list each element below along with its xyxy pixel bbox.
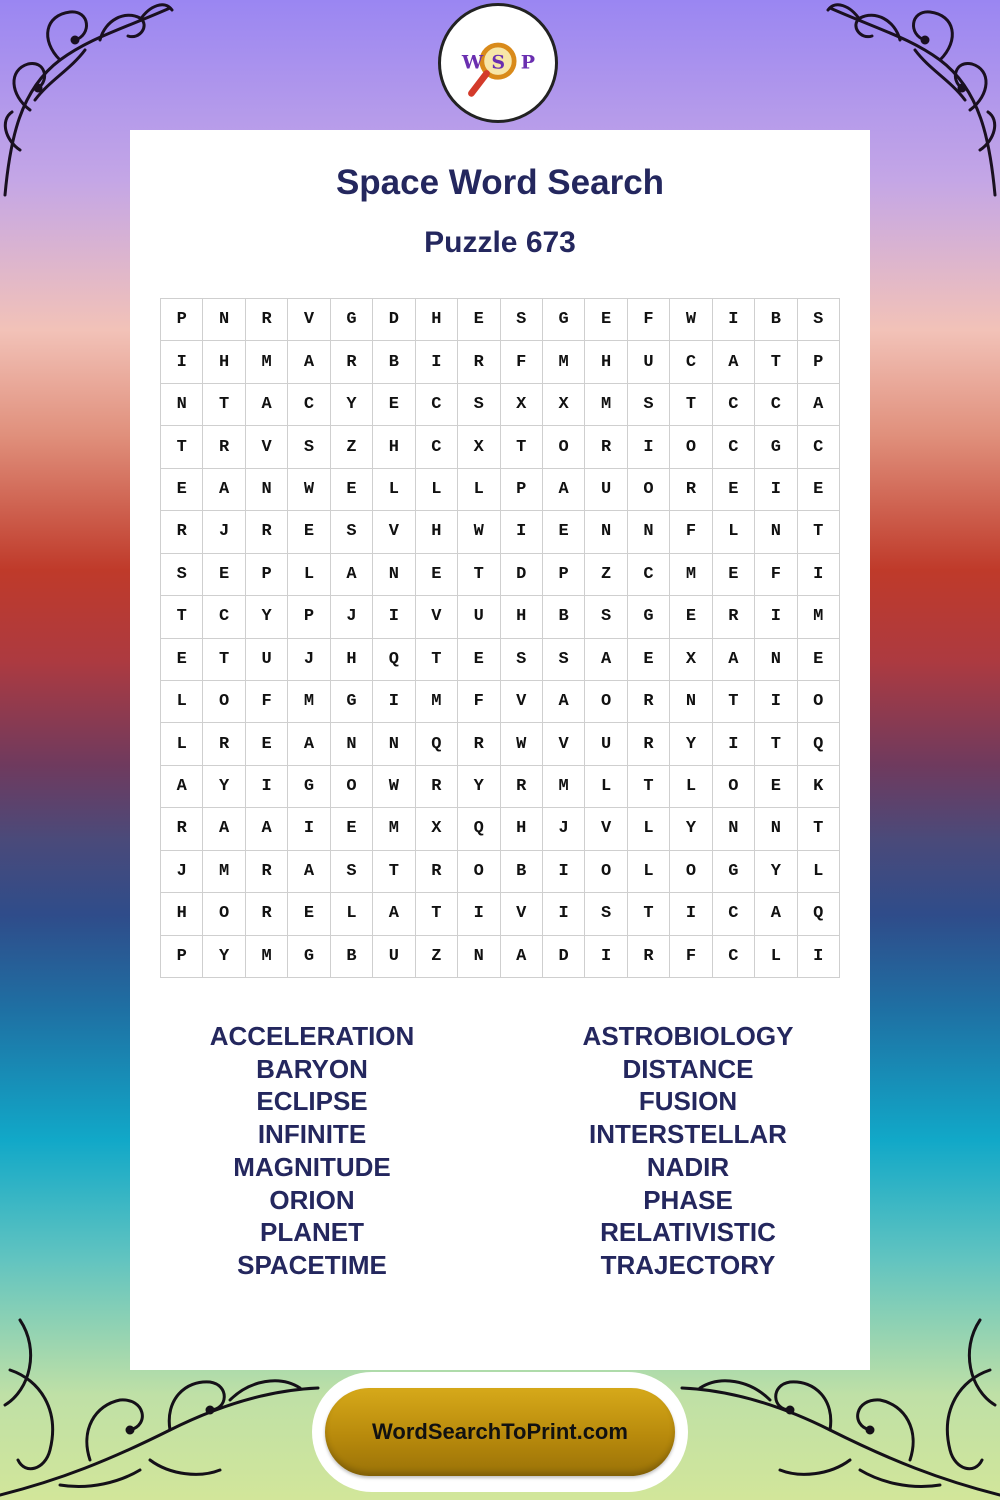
grid-cell[interactable]: L [585,766,627,808]
grid-cell[interactable]: L [416,469,458,511]
grid-cell[interactable]: R [628,681,670,723]
grid-cell[interactable]: L [288,554,330,596]
grid-cell[interactable]: F [670,511,712,553]
logo-letter-s: S [491,51,506,74]
grid-cell[interactable]: C [416,426,458,468]
puzzle-number: Puzzle 673 [424,226,576,259]
grid-cell[interactable]: J [331,596,373,638]
grid-cell[interactable]: M [246,936,288,978]
grid-cell[interactable]: T [755,341,797,383]
grid-cell[interactable]: N [373,723,415,765]
grid-cell[interactable]: A [798,384,840,426]
grid-cell[interactable]: Q [798,893,840,935]
grid-cell[interactable]: Y [670,808,712,850]
logo-letter-w: W [461,51,484,74]
grid-cell[interactable]: X [501,384,543,426]
grid-cell[interactable]: C [628,554,670,596]
grid-cell[interactable]: E [585,299,627,341]
grid-cell[interactable]: R [161,808,203,850]
grid-cell[interactable]: V [246,426,288,468]
grid-cell[interactable]: C [670,341,712,383]
grid-cell[interactable]: E [670,596,712,638]
grid-cell[interactable]: E [161,639,203,681]
word-list-item: ACCELERATION [209,1021,415,1051]
grid-cell[interactable]: T [670,384,712,426]
grid-cell[interactable]: J [161,851,203,893]
grid-cell[interactable]: S [798,299,840,341]
grid-cell[interactable]: L [628,851,670,893]
grid-cell[interactable]: P [161,299,203,341]
grid-cell[interactable]: N [458,936,500,978]
word-list-item: TRAJECTORY [600,1249,776,1280]
grid-cell[interactable]: A [203,469,245,511]
grid-cell[interactable]: F [628,299,670,341]
grid-cell[interactable]: T [161,596,203,638]
grid-cell[interactable]: I [161,341,203,383]
grid-cell[interactable]: B [543,596,585,638]
grid-cell[interactable]: P [543,554,585,596]
grid-cell[interactable]: R [203,426,245,468]
grid-cell[interactable]: T [416,639,458,681]
grid-cell[interactable]: I [713,723,755,765]
grid-cell[interactable]: Z [585,554,627,596]
grid-cell[interactable]: W [670,299,712,341]
grid-cell[interactable]: E [288,511,330,553]
grid-cell[interactable]: R [628,723,670,765]
word-list-left [152,1020,472,1282]
grid-cell[interactable]: S [331,851,373,893]
grid-cell[interactable]: G [288,766,330,808]
grid-cell[interactable]: S [161,554,203,596]
grid-cell[interactable]: W [458,511,500,553]
grid-cell[interactable]: O [713,766,755,808]
grid-cell[interactable]: S [628,384,670,426]
grid-cell[interactable]: U [373,936,415,978]
grid-cell[interactable]: Y [331,384,373,426]
grid-cell[interactable]: A [288,723,330,765]
grid-cell[interactable]: A [713,341,755,383]
grid-cell[interactable]: F [501,341,543,383]
grid-cell[interactable]: A [246,808,288,850]
grid-cell[interactable]: T [458,554,500,596]
grid-cell[interactable]: N [670,681,712,723]
grid-cell[interactable]: G [331,681,373,723]
grid-cell[interactable]: J [543,808,585,850]
grid-cell[interactable]: L [755,936,797,978]
grid-cell[interactable]: D [543,936,585,978]
grid-cell[interactable]: C [713,893,755,935]
grid-cell[interactable]: T [203,384,245,426]
grid-cell[interactable]: P [501,469,543,511]
grid-cell[interactable]: M [373,808,415,850]
grid-cell[interactable]: Y [458,766,500,808]
grid-cell[interactable]: N [755,511,797,553]
grid-cell[interactable]: R [458,341,500,383]
grid-cell[interactable]: A [288,341,330,383]
grid-cell[interactable]: R [628,936,670,978]
grid-cell[interactable]: B [755,299,797,341]
grid-cell[interactable]: T [798,511,840,553]
grid-cell[interactable]: S [458,384,500,426]
grid-cell[interactable]: R [416,851,458,893]
grid-cell[interactable]: I [755,681,797,723]
grid-cell[interactable]: C [288,384,330,426]
grid-cell[interactable]: E [713,554,755,596]
grid-cell[interactable]: R [713,596,755,638]
grid-cell[interactable]: I [713,299,755,341]
grid-cell[interactable]: S [288,426,330,468]
grid-cell[interactable]: X [543,384,585,426]
grid-cell[interactable]: H [585,341,627,383]
word-list-item: PLANET [260,1217,364,1248]
word-list-item: BARYON [256,1053,368,1084]
grid-cell[interactable]: T [628,766,670,808]
grid-cell[interactable]: E [416,554,458,596]
grid-cell[interactable]: L [458,469,500,511]
grid-cell[interactable]: C [203,596,245,638]
grid-cell[interactable]: Z [416,936,458,978]
grid-cell[interactable]: G [331,299,373,341]
grid-cell[interactable]: I [755,469,797,511]
grid-cell[interactable]: N [373,554,415,596]
grid-cell[interactable]: O [458,851,500,893]
grid-cell[interactable]: M [543,341,585,383]
grid-cell[interactable]: Z [331,426,373,468]
grid-cell[interactable]: H [416,511,458,553]
grid-cell[interactable]: T [416,893,458,935]
grid-cell[interactable]: W [501,723,543,765]
grid-cell[interactable]: G [755,426,797,468]
grid-cell[interactable]: X [670,639,712,681]
grid-cell[interactable]: M [416,681,458,723]
grid-cell[interactable]: H [501,596,543,638]
grid-cell[interactable]: R [416,766,458,808]
grid-cell[interactable]: A [288,851,330,893]
grid-cell[interactable]: J [288,639,330,681]
word-list-item: FUSION [638,1086,738,1117]
grid-cell[interactable]: U [628,341,670,383]
word-list-item: RELATIVISTIC [600,1217,776,1248]
grid-cell[interactable]: F [246,681,288,723]
grid-cell[interactable]: N [713,808,755,850]
word-search-grid[interactable] [160,298,840,978]
grid-cell[interactable]: F [670,936,712,978]
grid-cell[interactable]: T [161,426,203,468]
grid-cell[interactable]: H [331,639,373,681]
grid-cell[interactable]: G [713,851,755,893]
grid-cell[interactable]: C [416,384,458,426]
grid-cell[interactable]: H [501,808,543,850]
grid-cell[interactable]: Y [246,596,288,638]
grid-cell[interactable]: I [543,893,585,935]
grid-cell[interactable]: L [161,723,203,765]
grid-cell[interactable]: R [331,341,373,383]
grid-cell[interactable]: L [628,808,670,850]
grid-cell[interactable]: T [798,808,840,850]
grid-cell[interactable]: E [288,893,330,935]
grid-cell[interactable]: E [331,469,373,511]
grid-cell[interactable]: V [501,681,543,723]
grid-cell[interactable]: M [246,341,288,383]
grid-cell[interactable]: H [373,426,415,468]
grid-cell[interactable]: I [416,341,458,383]
grid-cell[interactable]: Y [670,723,712,765]
grid-cell[interactable]: A [501,936,543,978]
grid-cell[interactable]: D [373,299,415,341]
grid-cell[interactable]: V [543,723,585,765]
grid-cell[interactable]: O [670,426,712,468]
grid-cell[interactable]: Q [458,808,500,850]
grid-cell[interactable]: E [331,808,373,850]
word-list-item: DISTANCE [622,1053,754,1084]
grid-cell[interactable]: L [713,511,755,553]
grid-cell[interactable]: O [203,681,245,723]
grid-cell[interactable]: E [246,723,288,765]
grid-cell[interactable]: P [161,936,203,978]
grid-cell[interactable]: R [246,511,288,553]
grid-cell[interactable]: M [585,384,627,426]
grid-cell[interactable]: Y [203,766,245,808]
grid-cell[interactable]: T [203,639,245,681]
grid-cell[interactable]: S [501,639,543,681]
grid-cell[interactable]: M [288,681,330,723]
word-list-item: INFINITE [257,1119,367,1150]
grid-cell[interactable]: O [585,851,627,893]
grid-cell[interactable]: R [246,893,288,935]
grid-cell[interactable]: I [670,893,712,935]
grid-cell[interactable]: C [713,426,755,468]
grid-cell[interactable]: T [713,681,755,723]
grid-cell[interactable]: A [543,681,585,723]
grid-cell[interactable]: I [288,808,330,850]
site-logo[interactable] [438,3,558,123]
grid-cell[interactable]: W [288,469,330,511]
grid-cell[interactable]: A [161,766,203,808]
site-link-button[interactable]: WordSearchToPrint.com [325,1388,675,1476]
word-list-item: INTERSTELLAR [589,1119,787,1150]
grid-cell[interactable]: E [543,511,585,553]
grid-cell[interactable]: O [543,426,585,468]
grid-cell[interactable]: H [203,341,245,383]
grid-cell[interactable]: T [373,851,415,893]
grid-cell[interactable]: N [246,469,288,511]
grid-cell[interactable]: S [501,299,543,341]
grid-cell[interactable]: E [161,469,203,511]
grid-cell[interactable]: B [331,936,373,978]
grid-cell[interactable]: F [755,554,797,596]
grid-cell[interactable]: E [798,469,840,511]
grid-cell[interactable]: H [161,893,203,935]
grid-cell[interactable]: C [713,936,755,978]
grid-cell[interactable]: A [246,384,288,426]
grid-cell[interactable]: E [755,766,797,808]
grid-cell[interactable]: I [373,681,415,723]
grid-cell[interactable]: R [246,851,288,893]
grid-cell[interactable]: A [755,893,797,935]
grid-cell[interactable]: H [416,299,458,341]
grid-cell[interactable]: B [501,851,543,893]
grid-cell[interactable]: F [458,681,500,723]
grid-cell[interactable]: Y [203,936,245,978]
word-list-item: PHASE [643,1184,733,1215]
grid-cell[interactable]: R [585,426,627,468]
grid-cell[interactable]: U [246,639,288,681]
grid-cell[interactable]: E [713,469,755,511]
logo-letter-p: P [520,51,536,74]
grid-cell[interactable]: O [670,851,712,893]
grid-cell[interactable]: I [373,596,415,638]
grid-cell[interactable]: K [798,766,840,808]
grid-cell[interactable]: Q [373,639,415,681]
grid-cell[interactable]: N [755,639,797,681]
grid-cell[interactable]: L [670,766,712,808]
grid-cell[interactable]: P [288,596,330,638]
word-list-item: NADIR [646,1151,730,1182]
grid-cell[interactable]: O [331,766,373,808]
grid-cell[interactable]: N [203,299,245,341]
grid-cell[interactable]: X [458,426,500,468]
grid-cell[interactable]: Q [798,723,840,765]
page-title: Space Word Search [335,163,665,202]
grid-cell[interactable]: D [501,554,543,596]
grid-cell[interactable]: I [458,893,500,935]
grid-cell[interactable]: A [585,639,627,681]
grid-cell[interactable]: I [585,936,627,978]
word-list-item: MAGNITUDE [233,1151,391,1182]
grid-cell[interactable]: M [798,596,840,638]
grid-cell[interactable]: Y [755,851,797,893]
grid-cell[interactable]: O [798,681,840,723]
grid-cell[interactable]: I [755,596,797,638]
grid-cell[interactable]: A [331,554,373,596]
grid-cell[interactable]: S [331,511,373,553]
grid-cell[interactable]: N [585,511,627,553]
grid-cell[interactable]: E [458,639,500,681]
word-list-item: ECLIPSE [256,1086,368,1117]
grid-cell[interactable]: N [161,384,203,426]
grid-cell[interactable]: N [331,723,373,765]
grid-cell[interactable]: E [373,384,415,426]
grid-cell[interactable]: I [543,851,585,893]
grid-cell[interactable]: I [501,511,543,553]
grid-cell[interactable]: V [373,511,415,553]
grid-cell[interactable]: C [713,384,755,426]
grid-cell[interactable]: O [585,681,627,723]
grid-cell[interactable]: L [798,851,840,893]
grid-cell[interactable]: O [203,893,245,935]
grid-cell[interactable]: O [628,469,670,511]
grid-cell[interactable]: S [585,893,627,935]
grid-cell[interactable]: N [755,808,797,850]
grid-cell[interactable]: M [543,766,585,808]
grid-cell[interactable]: V [501,893,543,935]
grid-cell[interactable]: Q [416,723,458,765]
grid-cell[interactable]: P [798,341,840,383]
grid-cell[interactable]: L [373,469,415,511]
grid-cell[interactable]: A [203,808,245,850]
grid-cell[interactable]: E [798,639,840,681]
grid-cell[interactable]: V [288,299,330,341]
grid-cell[interactable]: G [543,299,585,341]
grid-cell[interactable]: A [543,469,585,511]
grid-cell[interactable]: R [670,469,712,511]
grid-cell[interactable]: S [585,596,627,638]
grid-cell[interactable]: N [628,511,670,553]
grid-cell[interactable]: E [203,554,245,596]
grid-cell[interactable]: E [628,639,670,681]
grid-cell[interactable]: R [203,723,245,765]
grid-cell[interactable]: T [501,426,543,468]
grid-cell[interactable]: E [458,299,500,341]
grid-cell[interactable]: R [246,299,288,341]
word-list-item: ASTROBIOLOGY [582,1021,794,1051]
grid-cell[interactable]: R [458,723,500,765]
grid-cell[interactable]: W [373,766,415,808]
grid-cell[interactable]: C [755,384,797,426]
grid-cell[interactable]: U [585,469,627,511]
grid-cell[interactable]: G [288,936,330,978]
grid-cell[interactable]: M [670,554,712,596]
grid-cell[interactable]: A [713,639,755,681]
grid-cell[interactable]: J [203,511,245,553]
grid-cell[interactable]: X [416,808,458,850]
grid-cell[interactable]: L [161,681,203,723]
grid-cell[interactable]: I [246,766,288,808]
word-list-right [528,1020,848,1282]
grid-cell[interactable]: I [798,936,840,978]
word-list-item: ORION [269,1184,355,1215]
grid-cell[interactable]: C [798,426,840,468]
grid-cell[interactable]: S [543,639,585,681]
grid-cell[interactable]: U [458,596,500,638]
grid-cell[interactable]: T [628,893,670,935]
grid-cell[interactable]: V [585,808,627,850]
grid-cell[interactable]: I [798,554,840,596]
grid-cell[interactable]: P [246,554,288,596]
grid-cell[interactable]: I [628,426,670,468]
grid-cell[interactable]: R [501,766,543,808]
grid-cell[interactable]: B [373,341,415,383]
grid-cell[interactable]: G [628,596,670,638]
grid-cell[interactable]: A [373,893,415,935]
grid-cell[interactable]: T [755,723,797,765]
word-list-item: SPACETIME [237,1249,387,1280]
grid-cell[interactable]: U [585,723,627,765]
grid-cell[interactable]: M [203,851,245,893]
grid-cell[interactable]: R [161,511,203,553]
grid-cell[interactable]: L [331,893,373,935]
grid-cell[interactable]: V [416,596,458,638]
